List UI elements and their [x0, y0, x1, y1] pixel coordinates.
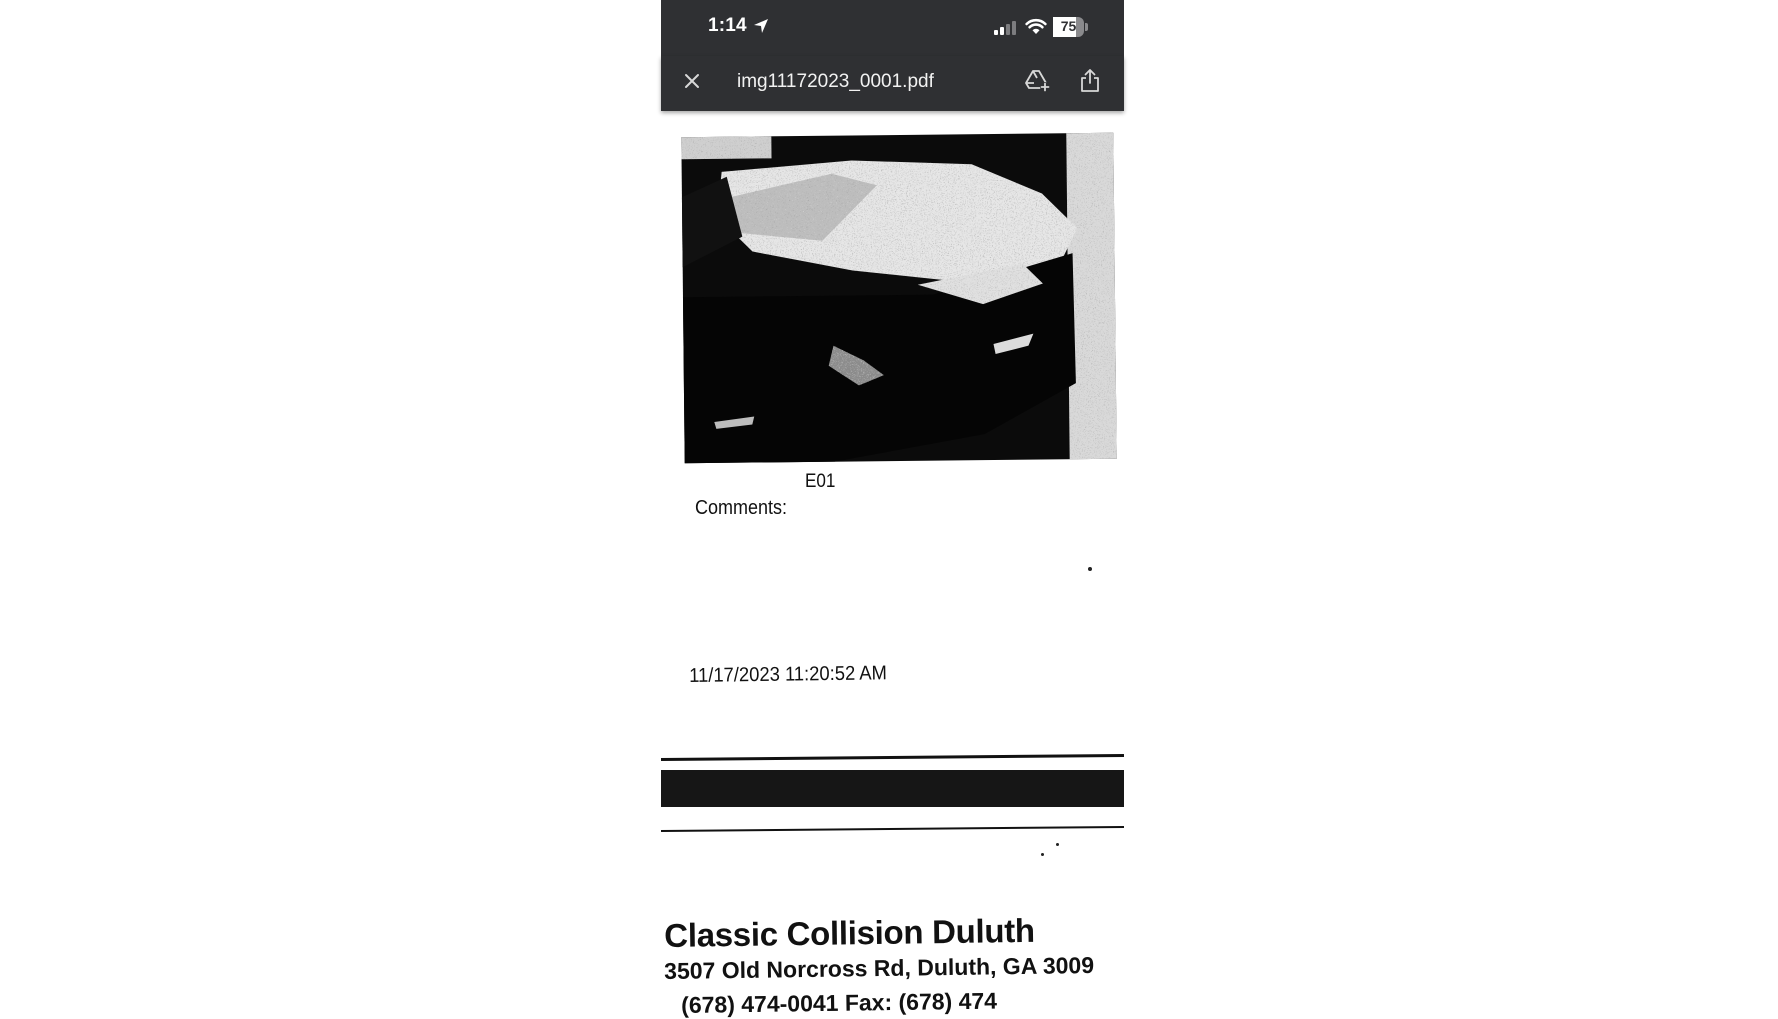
battery-indicator — [1053, 17, 1089, 37]
photo-caption: E01 — [805, 471, 836, 492]
battery-tip — [1085, 23, 1088, 31]
add-to-drive-icon — [1025, 69, 1051, 98]
shop-name-heading: Classic Collision Duluth — [664, 911, 1035, 954]
status-bar — [661, 0, 1124, 56]
shop-phone-fax: (678) 474-0041 Fax: (678) 474 — [681, 987, 998, 1018]
scan-divider-line — [661, 826, 1124, 832]
scan-dark-band — [661, 770, 1124, 807]
comments-label: Comments: — [695, 497, 788, 519]
battery-body — [1053, 17, 1084, 37]
pdf-viewer-toolbar — [661, 56, 1124, 111]
scan-speck — [1041, 853, 1044, 856]
file-name-title: img11172023_0001.pdf — [737, 71, 934, 92]
close-button[interactable] — [677, 68, 707, 98]
scan-speck — [1056, 843, 1059, 846]
pdf-page-content[interactable] — [661, 111, 1124, 1018]
cellular-signal-icon — [993, 20, 1019, 36]
share-icon — [1080, 69, 1100, 98]
photo-timestamp: 11/17/2023 11:20:52 AM — [689, 662, 888, 687]
share-button[interactable] — [1075, 68, 1105, 98]
phone-screen — [661, 0, 1124, 1018]
shop-address: 3507 Old Norcross Rd, Duluth, GA 3009 — [664, 951, 1095, 984]
status-time: 1:14 — [708, 15, 747, 36]
vehicle-photo — [681, 133, 1116, 464]
scan-speck — [1088, 567, 1092, 571]
location-arrow-icon — [752, 17, 770, 35]
scan-divider-line — [661, 754, 1124, 761]
close-icon — [683, 72, 701, 95]
battery-level: 75 — [1060, 18, 1077, 34]
wifi-icon — [1025, 18, 1047, 36]
add-to-drive-button[interactable] — [1023, 68, 1053, 98]
